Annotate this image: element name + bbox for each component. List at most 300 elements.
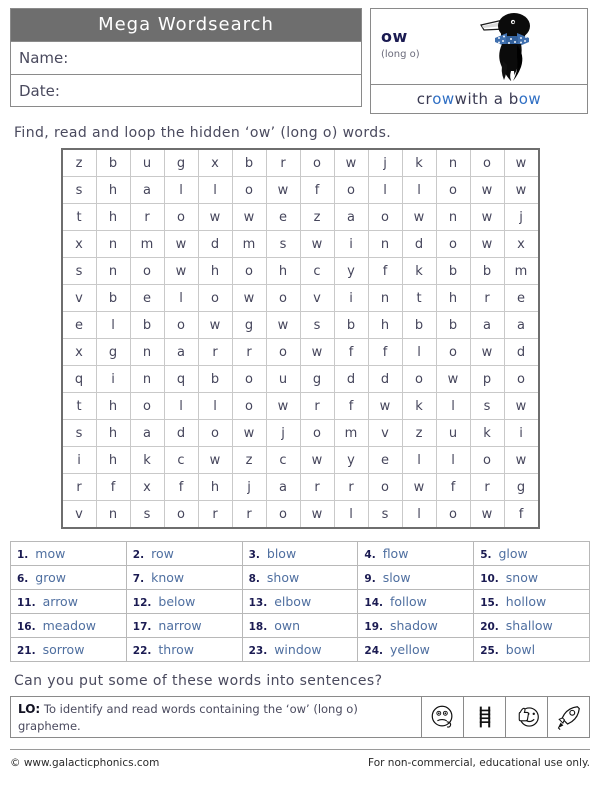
word-text: elbow — [274, 594, 312, 609]
word-list-row — [11, 542, 590, 566]
caption-grapheme-2: ow — [518, 90, 542, 108]
grid-cell[interactable]: h — [436, 285, 470, 312]
grid-cell[interactable]: n — [130, 366, 164, 393]
grid-cell[interactable]: b — [198, 366, 232, 393]
grid-cell[interactable]: r — [266, 149, 300, 177]
grid-cell[interactable]: a — [130, 177, 164, 204]
grid-cell[interactable]: w — [470, 339, 504, 366]
grid-cell[interactable]: s — [368, 501, 402, 529]
title-and-fields-block — [10, 8, 362, 107]
grid-cell[interactable]: g — [300, 366, 334, 393]
grid-cell[interactable]: x — [504, 231, 539, 258]
footer-copyright: © www.galacticphonics.com — [10, 757, 160, 769]
grid-cell[interactable]: h — [96, 447, 130, 474]
grid-cell[interactable]: b — [402, 312, 436, 339]
grid-cell[interactable]: l — [402, 447, 436, 474]
word-list-item[interactable] — [474, 566, 590, 590]
grid-cell[interactable]: w — [198, 447, 232, 474]
word-text: slow — [382, 570, 411, 585]
grid-cell[interactable]: c — [266, 447, 300, 474]
grid-cell[interactable]: n — [130, 339, 164, 366]
ladder-icon[interactable] — [463, 697, 505, 737]
grid-cell[interactable]: o — [436, 501, 470, 529]
crow-with-bow-tie-illustration — [473, 11, 547, 83]
word-number: 23. — [248, 645, 268, 657]
word-list-item[interactable] — [242, 590, 358, 614]
grid-cell[interactable]: o — [130, 393, 164, 420]
grid-cell[interactable]: d — [368, 366, 402, 393]
instruction-text: Find, read and loop the hidden ‘ow’ (long o) words. — [14, 125, 392, 141]
grid-cell[interactable]: w — [470, 177, 504, 204]
grid-cell[interactable]: s — [130, 501, 164, 529]
word-list-row — [11, 614, 590, 638]
name-field-row[interactable] — [11, 42, 361, 74]
grid-cell[interactable]: f — [504, 501, 539, 529]
thinking-face-icon[interactable] — [421, 697, 463, 737]
word-text: bowl — [505, 642, 536, 657]
grid-cell[interactable]: r — [232, 501, 266, 529]
grid-cell[interactable]: l — [436, 393, 470, 420]
grid-row — [62, 231, 539, 258]
grid-cell[interactable]: l — [164, 177, 198, 204]
grid-cell[interactable]: j — [368, 149, 402, 177]
grid-cell[interactable]: o — [334, 177, 368, 204]
grid-cell[interactable]: o — [266, 285, 300, 312]
grid-cell[interactable]: w — [164, 231, 198, 258]
grid-cell[interactable]: w — [198, 204, 232, 231]
grid-cell[interactable]: x — [130, 474, 164, 501]
word-number: 12. — [132, 597, 152, 609]
word-number: 6. — [17, 573, 29, 585]
word-number: 5. — [480, 549, 492, 561]
grid-cell[interactable]: a — [266, 474, 300, 501]
grid-row — [62, 393, 539, 420]
grid-cell[interactable]: l — [402, 501, 436, 529]
grid-cell[interactable]: x — [198, 149, 232, 177]
word-list-table — [10, 541, 590, 662]
grid-cell[interactable]: d — [334, 366, 368, 393]
grid-cell[interactable]: l — [334, 501, 368, 529]
grid-cell[interactable]: h — [266, 258, 300, 285]
grid-row — [62, 204, 539, 231]
word-number: 14. — [364, 597, 383, 609]
grid-cell[interactable]: b — [436, 312, 470, 339]
word-text: shadow — [390, 618, 438, 633]
grid-cell[interactable]: o — [232, 258, 266, 285]
grid-cell[interactable]: o — [130, 258, 164, 285]
grid-cell[interactable]: o — [164, 501, 198, 529]
grid-cell[interactable]: u — [130, 149, 164, 177]
grid-cell[interactable]: o — [232, 366, 266, 393]
grid-cell[interactable]: o — [402, 366, 436, 393]
grid-cell[interactable]: h — [96, 393, 130, 420]
grid-cell[interactable]: w — [232, 285, 266, 312]
word-text: shallow — [505, 618, 553, 633]
grid-cell[interactable]: w — [300, 339, 334, 366]
word-list-item[interactable] — [474, 590, 590, 614]
grid-cell[interactable]: h — [96, 177, 130, 204]
word-list-item[interactable] — [358, 614, 474, 638]
word-list-item[interactable] — [11, 542, 127, 566]
word-list-item[interactable] — [126, 614, 242, 638]
grid-cell[interactable]: x — [62, 339, 97, 366]
grid-cell[interactable]: r — [232, 339, 266, 366]
word-text: throw — [158, 642, 194, 657]
grid-cell[interactable]: o — [164, 312, 198, 339]
grapheme-label: ow — [381, 27, 408, 46]
grid-cell[interactable]: r — [198, 501, 232, 529]
grid-cell[interactable]: z — [62, 149, 97, 177]
grid-cell[interactable]: i — [504, 420, 539, 447]
grid-cell[interactable]: w — [266, 312, 300, 339]
grid-cell[interactable]: g — [96, 339, 130, 366]
grid-cell[interactable]: w — [470, 501, 504, 529]
thumbs-up-smiley-icon[interactable] — [505, 697, 547, 737]
grid-cell[interactable]: w — [504, 177, 539, 204]
grid-cell[interactable]: s — [62, 177, 97, 204]
word-list-item[interactable] — [474, 638, 590, 662]
grid-cell[interactable]: v — [300, 285, 334, 312]
word-number: 7. — [132, 573, 145, 585]
grid-cell[interactable]: a — [164, 339, 198, 366]
grid-cell[interactable]: d — [164, 420, 198, 447]
grid-cell[interactable]: t — [62, 393, 97, 420]
grid-cell[interactable]: o — [266, 339, 300, 366]
grid-cell[interactable]: y — [334, 258, 368, 285]
word-list-item[interactable] — [126, 590, 242, 614]
grid-cell[interactable]: h — [96, 420, 130, 447]
grid-cell[interactable]: f — [334, 339, 368, 366]
grid-cell[interactable]: n — [436, 204, 470, 231]
grid-cell[interactable]: g — [504, 474, 539, 501]
grid-cell[interactable]: s — [62, 420, 97, 447]
grid-cell[interactable]: w — [402, 474, 436, 501]
grid-cell[interactable]: f — [96, 474, 130, 501]
grid-cell[interactable]: s — [266, 231, 300, 258]
word-text: grow — [35, 570, 66, 585]
grid-cell[interactable]: q — [164, 366, 198, 393]
grid-cell[interactable]: f — [368, 258, 402, 285]
word-list-item[interactable] — [358, 566, 474, 590]
word-number: 19. — [364, 621, 383, 633]
grid-row — [62, 177, 539, 204]
grid-cell[interactable]: o — [198, 420, 232, 447]
caption-grapheme-1: ow — [432, 90, 455, 108]
grid-cell[interactable]: w — [198, 312, 232, 339]
grid-cell[interactable]: a — [504, 312, 539, 339]
grid-cell[interactable]: w — [232, 204, 266, 231]
grid-cell[interactable]: k — [402, 393, 436, 420]
grid-cell[interactable]: k — [130, 447, 164, 474]
grid-cell[interactable]: b — [470, 258, 504, 285]
word-number: 10. — [480, 573, 499, 585]
grid-cell[interactable]: a — [334, 204, 368, 231]
grid-cell[interactable]: g — [164, 149, 198, 177]
word-list-item[interactable] — [242, 542, 358, 566]
grid-cell[interactable]: r — [62, 474, 97, 501]
word-list-item[interactable] — [11, 590, 127, 614]
word-number: 21. — [17, 645, 36, 657]
word-list-item[interactable] — [126, 638, 242, 662]
grid-cell[interactable]: r — [470, 285, 504, 312]
grid-cell[interactable]: r — [300, 393, 334, 420]
word-list-item[interactable] — [242, 638, 358, 662]
learning-objective-text — [11, 697, 421, 737]
grid-cell[interactable]: h — [198, 258, 232, 285]
word-list-row — [11, 590, 590, 614]
word-list-row — [11, 638, 590, 662]
grid-cell[interactable]: x — [62, 231, 97, 258]
word-list-item[interactable] — [126, 566, 242, 590]
grid-cell[interactable]: l — [402, 339, 436, 366]
date-field-row[interactable] — [11, 74, 361, 106]
grid-cell[interactable]: k — [470, 420, 504, 447]
grid-row — [62, 447, 539, 474]
grid-cell[interactable]: i — [334, 285, 368, 312]
rocket-icon[interactable] — [547, 697, 589, 737]
grid-cell[interactable]: l — [164, 393, 198, 420]
grid-cell[interactable]: m — [130, 231, 164, 258]
grid-cell[interactable]: n — [368, 285, 402, 312]
grid-cell[interactable]: e — [504, 285, 539, 312]
grid-cell[interactable]: g — [232, 312, 266, 339]
grid-cell[interactable]: j — [232, 474, 266, 501]
grid-cell[interactable]: d — [504, 339, 539, 366]
grid-cell[interactable]: h — [198, 474, 232, 501]
grid-cell[interactable]: o — [300, 149, 334, 177]
word-number: 3. — [248, 549, 260, 561]
grid-cell[interactable]: n — [368, 231, 402, 258]
grid-cell[interactable]: o — [266, 501, 300, 529]
grid-cell[interactable]: o — [504, 366, 539, 393]
grid-cell[interactable]: z — [232, 447, 266, 474]
grid-cell[interactable]: k — [402, 149, 436, 177]
page-title: Mega Wordsearch — [11, 9, 361, 42]
grid-cell[interactable]: d — [198, 231, 232, 258]
word-list-item[interactable] — [11, 614, 127, 638]
grid-cell[interactable]: m — [504, 258, 539, 285]
grid-cell[interactable]: b — [96, 285, 130, 312]
grid-cell[interactable]: w — [266, 177, 300, 204]
grid-cell[interactable]: v — [62, 285, 97, 312]
word-number: 1. — [17, 549, 29, 561]
grid-cell[interactable]: l — [198, 393, 232, 420]
grid-cell[interactable]: f — [164, 474, 198, 501]
grid-cell[interactable]: w — [470, 231, 504, 258]
grid-cell[interactable]: b — [96, 149, 130, 177]
grid-cell[interactable]: y — [334, 447, 368, 474]
grid-cell[interactable]: w — [436, 366, 470, 393]
grid-cell[interactable]: i — [334, 231, 368, 258]
grid-cell[interactable]: z — [300, 204, 334, 231]
grid-cell[interactable]: n — [96, 231, 130, 258]
word-list-item[interactable] — [358, 638, 474, 662]
word-text: below — [158, 594, 196, 609]
grid-cell[interactable]: o — [368, 474, 402, 501]
word-text: arrow — [42, 594, 78, 609]
grid-cell[interactable]: e — [62, 312, 97, 339]
grid-row — [62, 312, 539, 339]
grid-cell[interactable]: w — [504, 149, 539, 177]
grid-cell[interactable]: w — [300, 501, 334, 529]
grid-cell[interactable]: f — [300, 177, 334, 204]
grid-cell[interactable]: n — [436, 149, 470, 177]
grid-cell[interactable]: r — [470, 474, 504, 501]
grid-cell[interactable]: h — [368, 312, 402, 339]
grid-cell[interactable]: w — [402, 204, 436, 231]
grid-cell[interactable]: n — [96, 501, 130, 529]
word-text: own — [274, 618, 300, 633]
grid-cell[interactable]: l — [436, 447, 470, 474]
grid-row — [62, 474, 539, 501]
word-number: 15. — [480, 597, 499, 609]
grid-cell[interactable]: u — [436, 420, 470, 447]
grid-cell[interactable]: w — [368, 393, 402, 420]
grid-cell[interactable]: e — [368, 447, 402, 474]
word-list-item[interactable] — [474, 614, 590, 638]
grid-cell[interactable]: m — [232, 231, 266, 258]
footer — [10, 750, 590, 769]
grid-cell[interactable]: i — [96, 366, 130, 393]
header-area — [10, 8, 590, 114]
word-text: hollow — [505, 594, 547, 609]
grid-row — [62, 339, 539, 366]
grid-cell[interactable]: s — [470, 393, 504, 420]
grid-cell[interactable]: j — [266, 420, 300, 447]
grid-cell[interactable]: s — [300, 312, 334, 339]
grid-cell[interactable]: s — [62, 258, 97, 285]
grid-cell[interactable]: o — [436, 339, 470, 366]
grid-cell[interactable]: f — [368, 339, 402, 366]
grid-cell[interactable]: l — [96, 312, 130, 339]
grid-row — [62, 149, 539, 177]
grid-cell[interactable]: w — [232, 420, 266, 447]
grid-cell[interactable]: f — [334, 393, 368, 420]
word-number: 16. — [17, 621, 36, 633]
word-number: 24. — [364, 645, 383, 657]
grid-cell[interactable]: t — [62, 204, 97, 231]
word-list-item[interactable] — [11, 638, 127, 662]
grid-cell[interactable]: w — [164, 258, 198, 285]
grid-cell[interactable]: l — [164, 285, 198, 312]
grid-cell[interactable]: b — [436, 258, 470, 285]
grid-cell[interactable]: u — [266, 366, 300, 393]
grid-cell[interactable]: v — [62, 501, 97, 529]
word-text: meadow — [42, 618, 96, 633]
grid-cell[interactable]: o — [436, 231, 470, 258]
grid-cell[interactable]: h — [96, 204, 130, 231]
word-list-row — [11, 566, 590, 590]
grid-cell[interactable]: j — [504, 204, 539, 231]
grid-cell[interactable]: r — [198, 339, 232, 366]
word-list-item[interactable] — [11, 566, 127, 590]
grid-cell[interactable]: r — [300, 474, 334, 501]
word-number: 11. — [17, 597, 36, 609]
grid-cell[interactable]: i — [62, 447, 97, 474]
grid-cell[interactable]: o — [470, 447, 504, 474]
word-text: narrow — [158, 618, 202, 633]
grid-cell[interactable]: e — [130, 285, 164, 312]
word-list-item[interactable] — [242, 614, 358, 638]
lo-description: To identify and read words containing the ‘ow’ (long o) grapheme. — [18, 702, 358, 734]
grid-cell[interactable]: p — [470, 366, 504, 393]
word-list-item[interactable] — [358, 590, 474, 614]
grid-cell[interactable]: r — [334, 474, 368, 501]
focus-caption — [371, 85, 587, 113]
grapheme-focus-block — [370, 8, 588, 114]
grid-cell[interactable]: w — [300, 231, 334, 258]
grid-cell[interactable]: o — [198, 285, 232, 312]
grid-cell[interactable]: l — [198, 177, 232, 204]
word-number: 20. — [480, 621, 499, 633]
grid-cell[interactable]: t — [402, 285, 436, 312]
wordsearch-grid[interactable] — [61, 148, 540, 529]
grid-cell[interactable]: o — [164, 204, 198, 231]
grid-cell[interactable]: q — [62, 366, 97, 393]
word-list-item[interactable] — [358, 542, 474, 566]
word-text: blow — [266, 546, 297, 561]
word-number: 18. — [248, 621, 268, 633]
grid-cell[interactable]: b — [130, 312, 164, 339]
wordsearch-grid-container — [10, 148, 590, 529]
word-list-item[interactable] — [242, 566, 358, 590]
grid-cell[interactable]: k — [402, 258, 436, 285]
grid-cell[interactable]: o — [232, 393, 266, 420]
grid-cell[interactable]: a — [130, 420, 164, 447]
grid-cell[interactable]: d — [402, 231, 436, 258]
lo-label: LO: — [18, 702, 41, 716]
word-number: 13. — [248, 597, 268, 609]
word-list-item[interactable] — [474, 542, 590, 566]
grid-cell[interactable]: c — [300, 258, 334, 285]
word-list-item[interactable] — [126, 542, 242, 566]
word-text: flow — [382, 546, 409, 561]
grid-cell[interactable]: l — [368, 177, 402, 204]
word-text: snow — [505, 570, 539, 585]
grid-cell[interactable]: o — [368, 204, 402, 231]
grid-cell[interactable]: l — [402, 177, 436, 204]
grid-cell[interactable]: z — [402, 420, 436, 447]
grid-cell[interactable]: f — [436, 474, 470, 501]
grid-cell[interactable]: c — [164, 447, 198, 474]
grid-row — [62, 285, 539, 312]
grid-cell[interactable]: w — [300, 447, 334, 474]
grid-cell[interactable]: a — [470, 312, 504, 339]
grid-cell[interactable]: w — [504, 393, 539, 420]
grid-cell[interactable]: w — [266, 393, 300, 420]
learning-objective-row — [10, 696, 590, 738]
grid-cell[interactable]: o — [436, 177, 470, 204]
grid-cell[interactable]: o — [232, 177, 266, 204]
grid-cell[interactable]: b — [232, 149, 266, 177]
grapheme-sound-note: (long o) — [381, 49, 420, 60]
grid-cell[interactable]: v — [368, 420, 402, 447]
grapheme-illustration-area — [371, 9, 587, 85]
grid-cell[interactable]: b — [334, 312, 368, 339]
grid-cell[interactable]: o — [300, 420, 334, 447]
grid-cell[interactable]: w — [504, 447, 539, 474]
grid-cell[interactable]: n — [96, 258, 130, 285]
name-label: Name: — [19, 49, 69, 67]
grid-cell[interactable]: w — [334, 149, 368, 177]
date-label: Date: — [19, 81, 60, 100]
grid-cell[interactable]: o — [470, 149, 504, 177]
grid-cell[interactable]: r — [130, 204, 164, 231]
grid-cell[interactable]: e — [266, 204, 300, 231]
word-text: window — [274, 642, 322, 657]
grid-cell[interactable]: m — [334, 420, 368, 447]
grid-cell[interactable]: w — [470, 204, 504, 231]
